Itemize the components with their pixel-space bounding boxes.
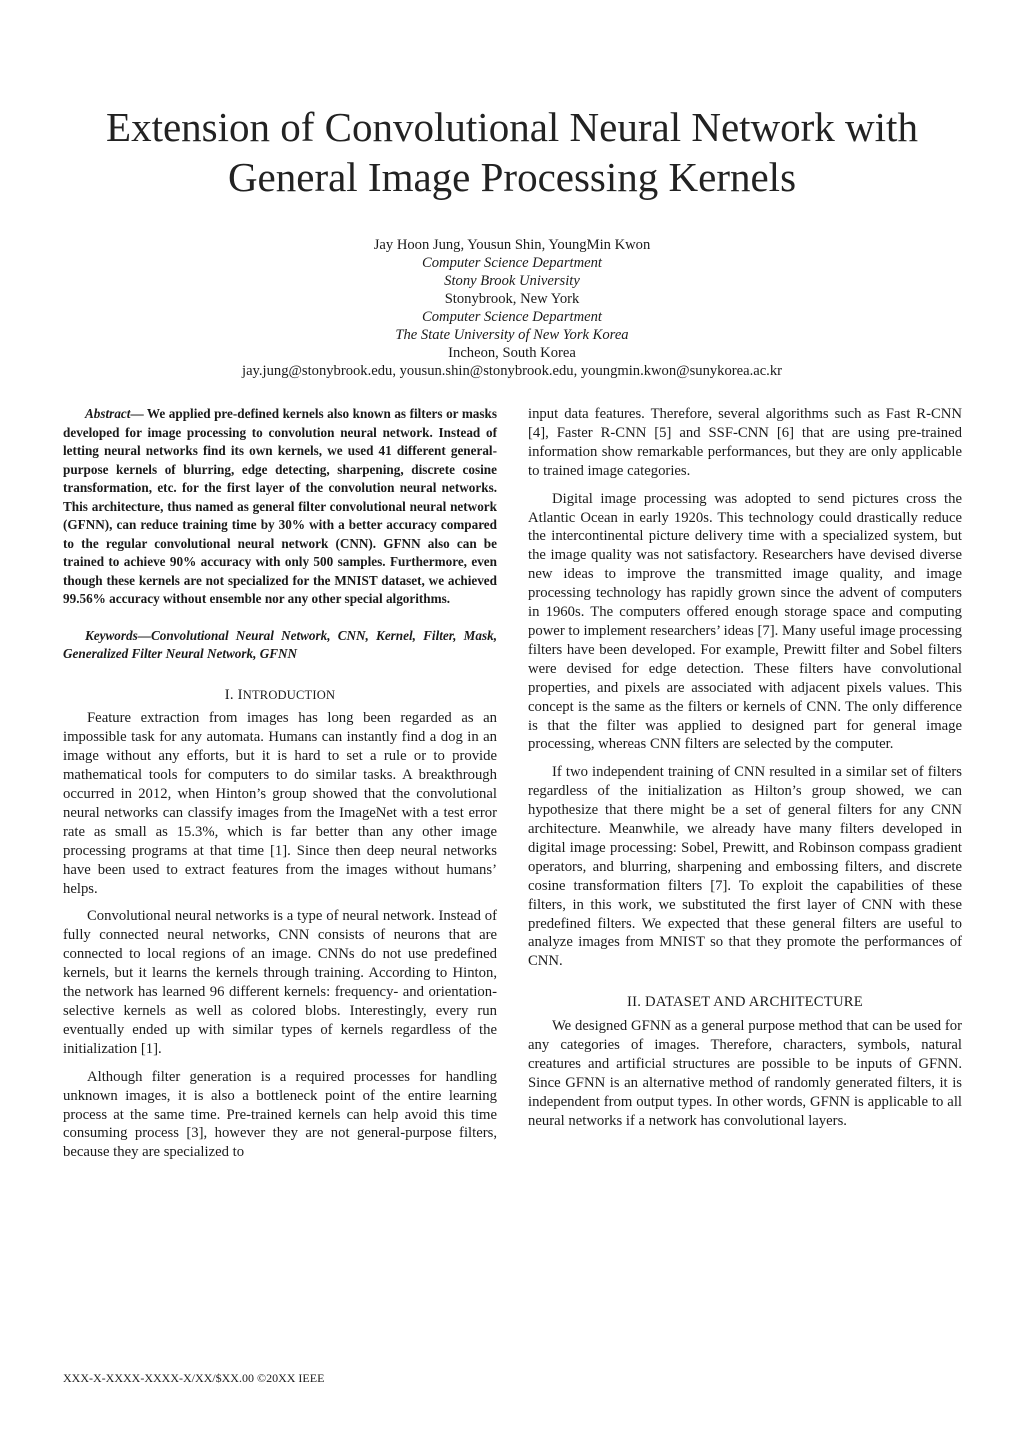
intro-paragraph-1: Feature extraction from images has long been regarded as an impossible task for any automata. Humans can instantly find a dog in an image without any efforts, but it is hard to set a rule or to provide mathematical tools for computers to do similar tasks. A breakthrough occurred in 2012, when Hinton’s group showed that the convolutional neural networks can classify images from the ImageNet with a test error rate as small as 15.3%, which is far better than any other image processing programs at that time [1]. Since then deep neural networks have been used to extract features from the images without humans’ helps. — [63, 710, 497, 897]
copyright-footer: XXX-X-XXXX-XXXX-X/XX/$XX.00 ©20XX IEEE — [63, 1371, 325, 1385]
section-1-title-rest: NTRODUCTION — [242, 687, 336, 702]
intro-paragraph-3: Although filter generation is a required processes for handling unknown images, it is also a bottleneck point of the entire learning process at the same time. Pre-trained kernels can help avoid this time consuming process [3], however they are not general-purpose filters, because they are specialized to — [63, 1068, 497, 1161]
affiliation-1-university: Stony Brook University — [444, 273, 580, 289]
keywords: Keywords—Convolutional Neural Network, CNN, Kernel, Filter, Mask, Generalized Filter Neural Network, GFNN — [63, 627, 497, 661]
affiliation-1-location: Stonybrook, New York — [444, 291, 580, 307]
author-block — [0, 236, 1024, 380]
paper-title — [0, 102, 1024, 202]
author-emails: jay.jung@stonybrook.edu, yousun.shin@stonybrook.edu, youngmin.kwon@sunykorea.ac.kr — [242, 363, 782, 379]
affiliation-2-location: Incheon, South Korea — [448, 345, 576, 361]
title-line-1: Extension of Convolutional Neural Network with — [106, 104, 918, 150]
affiliation-1-department: Computer Science Department — [422, 255, 602, 271]
right-column — [528, 405, 962, 1140]
section-heading-introduction — [63, 686, 497, 705]
intro-paragraph-4: Digital image processing was adopted to send pictures cross the Atlantic Ocean in early 1920s. This technology could drastically reduce the intercontinental picture delivery time with a specialized system, but the image quality was not satisfactory. Researchers have devised diverse new ideas to improve the transmitted image quality, and image processing technology has rapidly grown since the advent of computers in 1960s. The computers offered enough storage space and computing power to implement researchers’ ideas [7]. Many useful image processing filters have been developed. For example, Prewitt filter and Sobel filters were devised for edge detection. These filters have convolutional properties, and pixels are associated with adjacent pixels values. This concept is the same as the filters or kernels of CNN. The only difference is that the filter was applied to designed part for general image processing, whereas CNN filters are selected by the computer. — [528, 490, 962, 753]
abstract — [63, 405, 497, 609]
title-line-2: General Image Processing Kernels — [227, 154, 797, 200]
intro-paragraph-2: Convolutional neural networks is a type of neural network. Instead of fully connected neural networks, CNN consists of neurons that are connected to local regions of an image. CNNs do not use predefined kernels, but it learns the kernels through training. According to Hinton, the network has learned 96 different kernels: frequency- and orientation-selective kernels as well as colored blobs. Interestingly, every run eventually ended up with similar types of kernels regardless of the initialization [1]. — [63, 908, 497, 1057]
section-heading-dataset: II. DATASET AND ARCHITECTURE — [627, 994, 863, 1011]
intro-paragraph-5: If two independent training of CNN resulted in a similar set of filters regardless of the initialization as Hilton’s group showed, we can hypothesize that there might be a set of general filters for any CNN architecture. Meanwhile, we already have many filters developed in digital image processing: Sobel, Prewitt, and Robinson compass gradient operators, and blurring, sharpening and embossing filters, and discrete cosine transformation filters [7]. To exploit the capabilities of these filters, in this work, we substituted the first layer of CNN with these predefined filters. We expected that these general filters are useful to analyze images from MNIST so that they promote the performances of CNN. — [528, 764, 962, 970]
section-1-title-first-letter: I — [237, 686, 243, 703]
dataset-paragraph-1: We designed GFNN as a general purpose method that can be used for any categories of images. Therefore, characters, symbols, natural creatures and artificial structures are possible to be inputs of GFNN. Since GFNN is an alternative method of randomly generated filters, it is independent from output types. In other words, GFNN is applicable to all neural networks if a network has convolutional layers. — [528, 1018, 962, 1129]
abstract-text: — We applied pre-defined kernels also known as filters or masks developed for image processing to convolution neural network. Instead of letting neural networks find its own kernels, we used 41 different general-purpose kernels of blurring, edge detecting, sharpening, discrete cosine transformation, etc. for the first layer of the convolution neural networks. This architecture, thus named as general filter convolutional neural network (GFNN), can reduce training time by 30% with a better accuracy compared to the regular convolutional neural network (CNN). GFNN also can be trained to achieve 90% accuracy with only 500 samples. Furthermore, even though these kernels are not specialized for the MNIST dataset, we achieved 99.56% accuracy without ensemble nor any other special algorithms. — [63, 406, 497, 606]
affiliation-2-university: The State University of New York Korea — [395, 327, 629, 343]
left-column — [63, 405, 497, 1171]
intro-paragraph-3-continued: input data features. Therefore, several algorithms such as Fast R-CNN [4], Faster R-CNN [5] and SSF-CNN [6] that are using pre-trained information show remarkable performances, but they are only applicable to trained image categories. — [528, 406, 962, 479]
author-names: Jay Hoon Jung, Yousun Shin, YoungMin Kwon — [373, 237, 651, 253]
abstract-lead: Abstract — [85, 406, 131, 421]
affiliation-2-department: Computer Science Department — [422, 309, 602, 325]
section-1-number: I. — [224, 686, 234, 703]
